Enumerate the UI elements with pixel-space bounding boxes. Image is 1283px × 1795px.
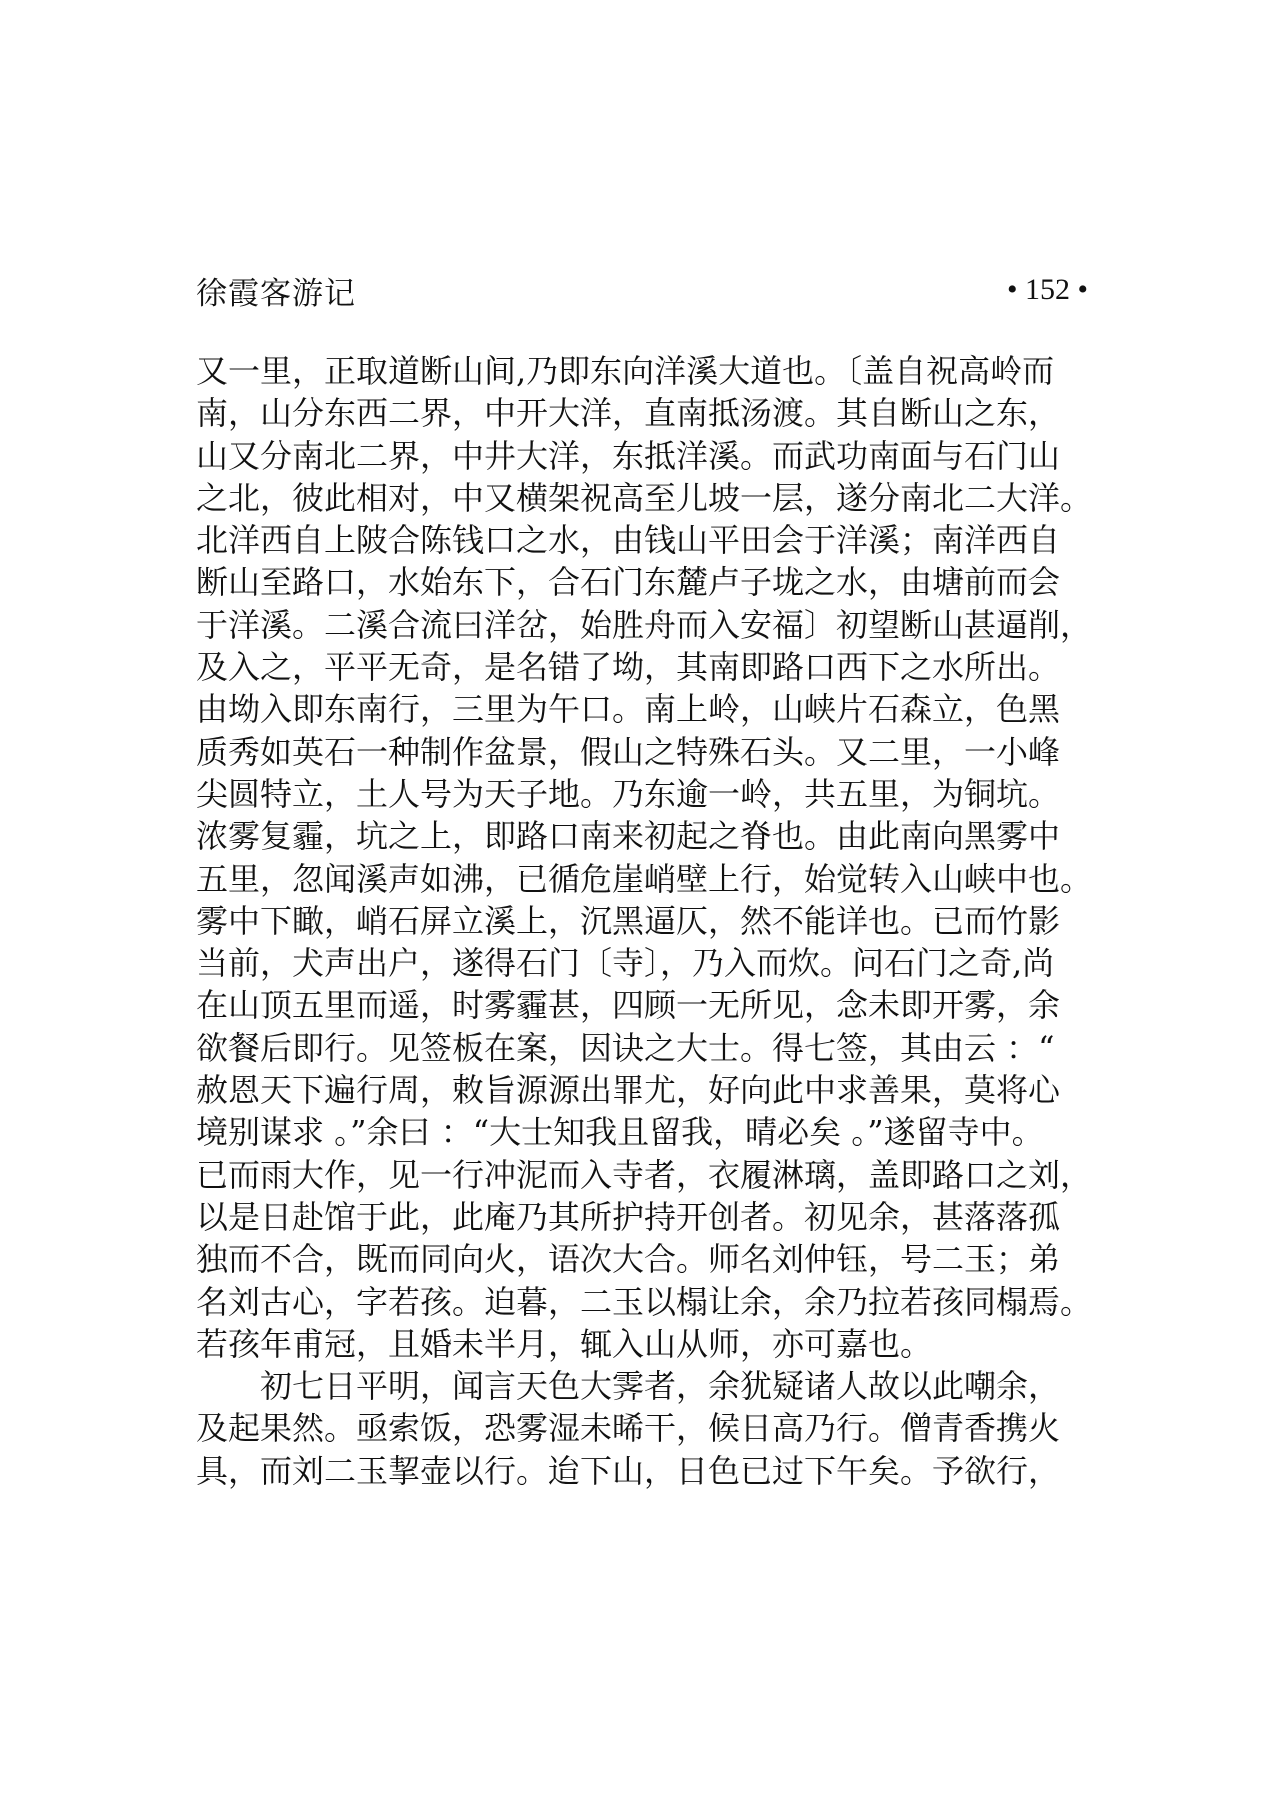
page-number: • 152 •: [1006, 273, 1088, 306]
text-line: 山又分南北二界，中井大洋，东抵洋溪。而武功南面与石门山: [196, 436, 1061, 475]
text-line: 欲餐后即行。见签板在案，因诀之大士。得七签，其由云 ：“: [196, 1028, 1055, 1067]
text-line: 又一里，正取道断山间,乃即东向洋溪大道也。〔盖自祝高岭而: [196, 352, 1055, 390]
text-line: 在山顶五里而遥，时雾霾甚，四顾一无所见，念未即开雾，余: [196, 986, 1061, 1025]
text-line: 断山至路口，水始东下，合石门东麓卢子垅之水，由塘前而会: [196, 563, 1061, 602]
text-line: 独而不合，既而同向火，语次大合。师名刘仲钰，号二玉；弟: [196, 1240, 1061, 1279]
book-title: 徐霞客游记: [196, 275, 356, 312]
paragraph-start-line: 初七日平明，闻言天色大霁者，余犹疑诸人故以此嘲余，: [260, 1367, 1061, 1406]
text-line: 五里，忽闻溪声如沸，已循危崖峭壁上行，始觉转入山峡中也。: [196, 859, 1093, 898]
text-line: 尖圆特立，土人号为天子地。乃东逾一岭，共五里，为铜坑。: [196, 774, 1061, 813]
text-line: 境别谋求 。”余曰 ：“大士知我且留我，晴必矣 。”遂留寺中。: [196, 1113, 1044, 1152]
text-line: 赦恩天下遍行周，敕旨源源出罪尤，好向此中求善果，莫将心: [196, 1071, 1061, 1110]
text-line: 若孩年甫冠，且婚未半月，辄入山从师，亦可嘉也。: [196, 1324, 933, 1363]
text-line: 名刘古心，字若孩。迫暮，二玉以榻让余，余乃拉若孩同榻焉。: [196, 1282, 1093, 1321]
text-line: 北洋西自上陂合陈钱口之水，由钱山平田会于洋溪；南洋西自: [196, 521, 1061, 560]
text-line: 之北，彼此相对，中又横架祝高至儿坡一层，遂分南北二大洋。: [196, 478, 1093, 517]
text-line: 已而雨大作，见一行冲泥而入寺者，衣履淋璃，盖即路口之刘，: [196, 1155, 1093, 1194]
text-line: 及入之，平平无奇，是名错了坳，其南即路口西下之水所出。: [196, 648, 1061, 687]
text-line: 当前，犬声出户，遂得石门〔寺〕，乃入而炊。问石门之奇,尚: [196, 944, 1055, 983]
text-line: 具，而刘二玉挈壶以行。迨下山，日色已过下午矣。予欲行，: [196, 1451, 1061, 1490]
text-line: 雾中下瞰，峭石屏立溪上，沉黑逼仄，然不能详也。已而竹影: [196, 901, 1061, 940]
text-line: 浓雾复霾，坑之上，即路口南来初起之脊也。由此南向黑雾中: [196, 817, 1061, 856]
page-header: [196, 268, 1088, 312]
body-text: [196, 350, 1093, 1492]
text-line: 于洋溪。二溪合流曰洋岔，始胜舟而入安福〕初望断山甚逼削，: [196, 605, 1093, 644]
text-line: 以是日赴馆于此，此庵乃其所护持开创者。初见余，甚落落孤: [196, 1197, 1061, 1236]
text-line: 及起果然。亟索饭，恐雾湿未晞干，候日高乃行。僧青香携火: [196, 1409, 1061, 1448]
text-line: 质秀如英石一种制作盆景，假山之特殊石头。又二里，一小峰: [196, 732, 1061, 771]
text-line: 由坳入即东南行，三里为午口。南上岭，山峡片石森立，色黑: [196, 690, 1061, 729]
text-line: 南，山分东西二界，中开大洋，直南抵汤渡。其自断山之东，: [196, 394, 1061, 433]
